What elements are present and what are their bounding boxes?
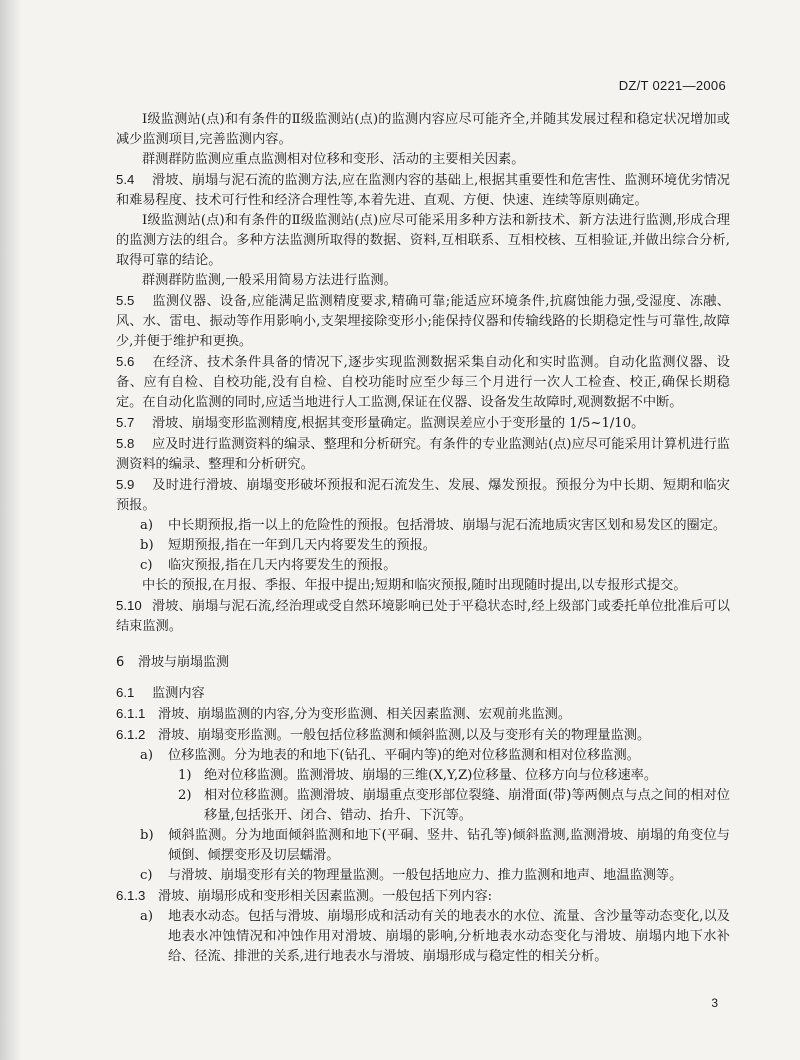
clause-6-1-1 xyxy=(116,704,730,725)
section-heading-6 xyxy=(116,653,730,673)
clause-text: 监测内容 xyxy=(152,686,205,701)
clause-number: 6.1.1 xyxy=(116,706,146,721)
clause-5-6 xyxy=(116,352,730,413)
section-title: 滑坡与崩塌监测 xyxy=(138,655,230,670)
clause-6-1-3 xyxy=(116,886,730,907)
list-marker: c) xyxy=(140,558,153,573)
clause-text: 滑坡、崩塌与泥石流,经治理或受自然环境影响已处于平稳状态时,经上级部门或委托单位批准后可以结束监测。 xyxy=(116,599,730,634)
clause-number: 5.7 xyxy=(116,415,135,430)
list-item xyxy=(116,866,730,886)
list-item xyxy=(116,516,730,536)
list-item xyxy=(116,826,730,866)
list-item xyxy=(116,907,730,967)
paragraph: 群测群防监测,一般采用简易方法进行监测。 xyxy=(142,273,397,288)
list-item xyxy=(116,556,730,576)
clause-5-8 xyxy=(116,434,730,475)
list-text: 与滑坡、崩塌变形有关的物理量监测。一般包括地应力、推力监测和地声、地温监测等。 xyxy=(168,868,683,883)
list-item xyxy=(116,746,730,766)
clause-text: 滑坡、崩塌变形监测。一般包括位移监测和倾斜监测,以及与变形有关的物理量监测。 xyxy=(158,728,651,743)
list-marker: b) xyxy=(140,538,154,553)
list-text: 地表水动态。包括与滑坡、崩塌形成和活动有关的地表水的水位、流量、含沙量等动态变化,以及地表水冲蚀情况和冲蚀作用对滑坡、崩塌的影响,分析地表水动态变化与滑坡、崩塌内地下水补给、径流、排泄的关系,进行地表水与滑坡、崩塌形成与稳定性的相关分析。 xyxy=(168,909,730,964)
binding-shadow xyxy=(0,0,22,1060)
sublist-item xyxy=(116,766,730,786)
clause-number: 6.1.3 xyxy=(116,888,146,903)
clause-text: 及时进行滑坡、崩塌变形破坏预报和泥石流发生、发展、爆发预报。预报分为中长期、短期和临灾预报。 xyxy=(116,478,730,513)
paragraph: Ⅰ级监测站(点)和有条件的Ⅱ级监测站(点)应尽可能采用多种方法和新技术、新方法进行监测,形成合理的监测方法的组合。多种方法监测所取得的数据、资料,互相联系、互相校核、互相验证,并做出综合分析,取得可靠的结论。 xyxy=(116,213,730,268)
list-marker: c) xyxy=(140,868,153,883)
clause-number: 5.6 xyxy=(116,354,135,369)
clause-text: 滑坡、崩塌形成和变形相关因素监测。一般包括下列内容: xyxy=(158,889,493,904)
clause-text: 滑坡、崩塌监测的内容,分为变形监测、相关因素监测、宏观前兆监测。 xyxy=(158,707,572,722)
list-marker: b) xyxy=(140,828,154,843)
standard-code: DZ/T 0221—2006 xyxy=(618,78,726,93)
list-item xyxy=(116,536,730,556)
list-text: 位移监测。分为地表的和地下(钻孔、平硐内等)的绝对位移监测和相对位移监测。 xyxy=(168,748,640,763)
clause-5-4 xyxy=(116,170,730,211)
clause-5-5 xyxy=(116,291,730,352)
page-number: 3 xyxy=(711,996,718,1010)
list-marker: 1) xyxy=(178,768,192,783)
clause-number: 5.8 xyxy=(116,436,135,451)
list-text: 中长期预报,指一以上的危险性的预报。包括滑坡、崩塌与泥石流地质灾害区划和易发区的圈定。 xyxy=(168,518,727,533)
clause-text: 监测仪器、设备,应能满足监测精度要求,精确可靠;能适应环境条件,抗腐蚀能力强,受湿度、冻融、风、水、雷电、振动等作用影响小,支架埋接除变形小;能保持仪器和传输线路的长期稳定性与可靠性,故障少,并便于维护和更换。 xyxy=(116,294,730,349)
clause-number: 5.4 xyxy=(116,172,135,187)
paragraph: 群测群防监测应重点监测相对位移和变形、活动的主要相关因素。 xyxy=(142,152,525,167)
clause-number: 5.10 xyxy=(116,598,142,613)
clause-text: 滑坡、崩塌变形监测精度,根据其变形量确定。监测误差应小于变形量的 1/5~1/10。 xyxy=(152,416,645,431)
clause-text: 滑坡、崩塌与泥石流的监测方法,应在监测内容的基础上,根据其重要性和危害性、监测环境优劣情况和难易程度、技术可行性和经济合理性等,本着先进、直观、方便、快速、连续等原则确定。 xyxy=(116,173,730,208)
clause-5-10 xyxy=(116,596,730,637)
list-text: 短期预报,指在一年到几天内将要发生的预报。 xyxy=(168,538,436,553)
list-marker: a) xyxy=(140,748,154,763)
clause-5-7 xyxy=(116,413,730,434)
sublist-item xyxy=(116,786,730,826)
list-marker: 2) xyxy=(178,788,192,803)
list-text: 相对位移监测。监测滑坡、崩塌重点变形部位裂缝、崩滑面(带)等两侧点与点之间的相对位移量,包括张开、闭合、错动、抬升、下沉等。 xyxy=(204,788,730,823)
list-marker: a) xyxy=(140,518,154,533)
list-text: 绝对位移监测。监测滑坡、崩塌的三维(X,Y,Z)位移量、位移方向与位移速率。 xyxy=(204,768,658,783)
section-number: 6 xyxy=(116,655,125,670)
paragraph: Ⅰ级监测站(点)和有条件的Ⅱ级监测站(点)的监测内容应尽可能齐全,并随其发展过程和稳定状况增加或减少监测项目,完善监测内容。 xyxy=(116,112,730,147)
list-marker: a) xyxy=(140,909,154,924)
clause-6-1-2 xyxy=(116,725,730,746)
clause-number: 6.1.2 xyxy=(116,727,146,742)
list-text: 倾斜监测。分为地面倾斜监测和地下(平硐、竖井、钻孔等)倾斜监测,监测滑坡、崩塌的角变位与倾倒、倾摆变形及切层蠕滑。 xyxy=(168,828,730,863)
clause-6-1 xyxy=(116,683,730,704)
clause-5-9 xyxy=(116,475,730,516)
clause-number: 5.5 xyxy=(116,293,135,308)
paragraph: 中长的预报,在月报、季报、年报中提出;短期和临灾预报,随时出现随时提出,以专报形式提交。 xyxy=(142,578,687,593)
clause-number: 5.9 xyxy=(116,477,135,492)
clause-text: 应及时进行监测资料的编录、整理和分析研究。有条件的专业监测站(点)应尽可能采用计算机进行监测资料的编录、整理和分析研究。 xyxy=(116,437,730,472)
clause-text: 在经济、技术条件具备的情况下,逐步实现监测数据采集自动化和实时监测。自动化监测仪器、设备、应有自检、自校功能,没有自检、自校功能时应至少每三个月进行一次人工检查、校正,确保长期稳定。在自动化监测的同时,应适当地进行人工监测,保证在仪器、设备发生故障时,观测数据不中断。 xyxy=(116,355,730,410)
list-text: 临灾预报,指在几天内将要发生的预报。 xyxy=(168,558,397,573)
document-body xyxy=(116,110,730,967)
clause-number: 6.1 xyxy=(116,685,135,700)
